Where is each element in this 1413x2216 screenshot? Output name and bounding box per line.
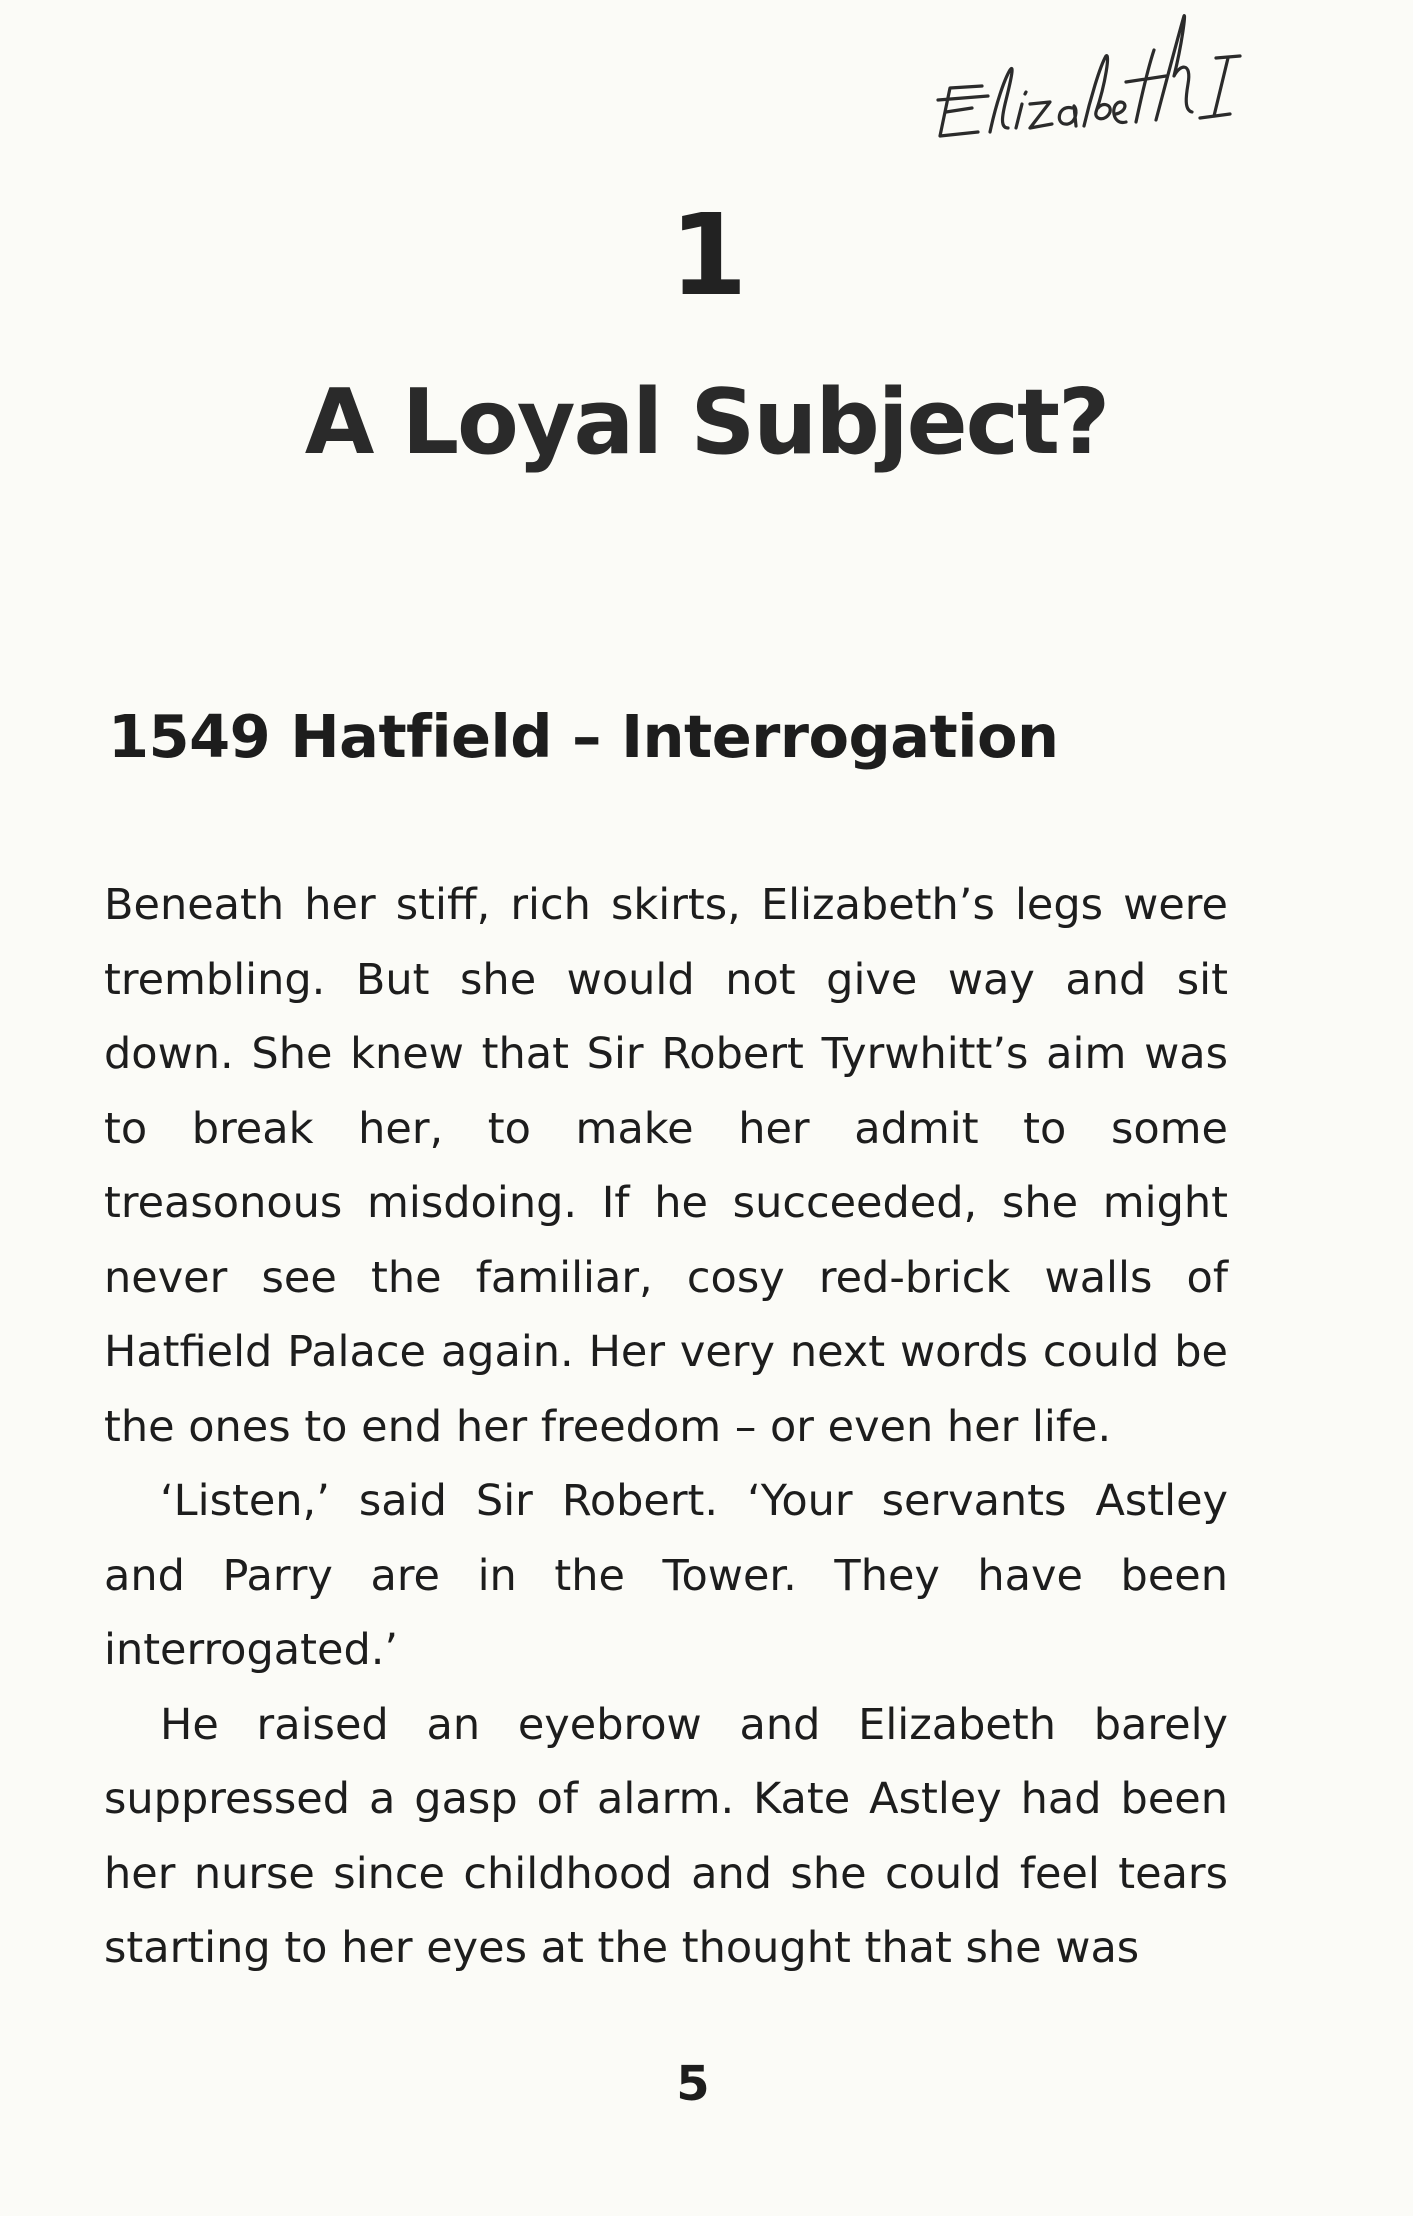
body-text — [104, 868, 1228, 1986]
paragraph: ‘Listen,’ said Sir Robert. ‘Your servants Astley and Parry are in the Tower. They have been interrogated.’ — [104, 1476, 1228, 1675]
chapter-title: A Loyal Subject? — [304, 370, 1109, 475]
section-heading: 1549 Hatfield – Interrogation — [108, 702, 1059, 771]
handwritten-signature — [930, 4, 1270, 154]
page-number: 5 — [676, 2056, 710, 2112]
paragraph: Beneath her stiff, rich skirts, Elizabeth’s legs were trembling. But she would not give way and sit down. She knew that Sir Robert Tyrwhitt’s aim was to break her, to make her admit to some treasonous misdoing. If he succeeded, she might never see the familiar, cosy red-brick walls of Hatfield Palace again. Her very next words could be the ones to end her freedom – or even her life. — [104, 880, 1228, 1452]
chapter-number: 1 — [669, 191, 744, 321]
paragraph: He raised an eyebrow and Elizabeth barely suppressed a gasp of alarm. Kate Astley had been her nurse since childhood and she could feel tears starting to her eyes at the thought that she was — [104, 1699, 1228, 1973]
